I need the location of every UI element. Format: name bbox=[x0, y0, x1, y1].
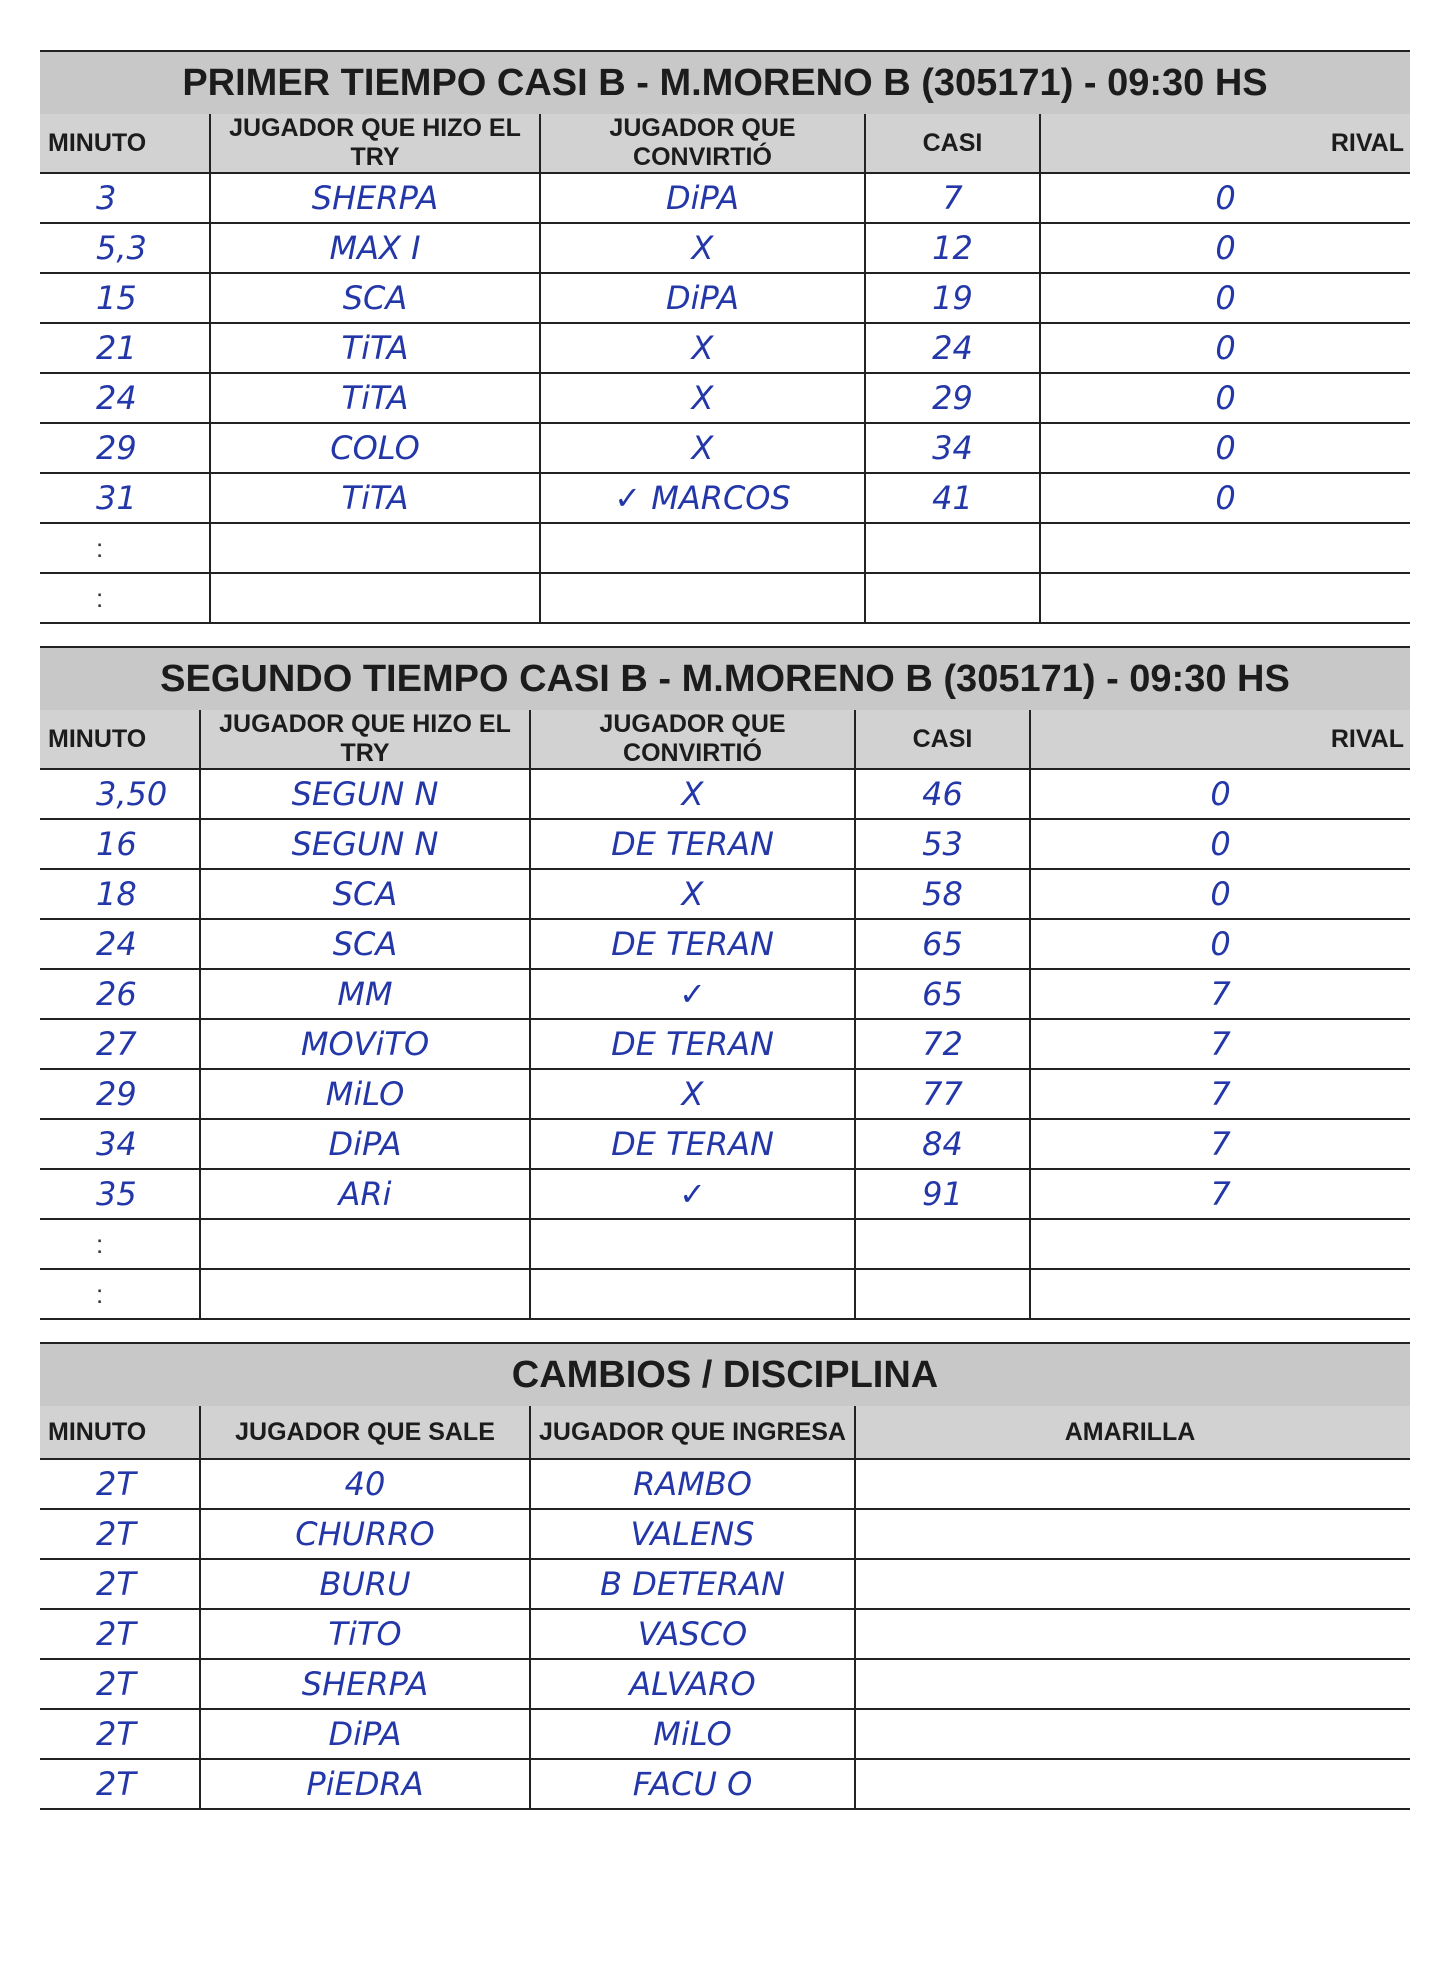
cell-minuto: 2T bbox=[40, 1609, 200, 1659]
cell-minuto: 2T bbox=[40, 1459, 200, 1509]
table-row bbox=[40, 819, 1410, 869]
cell-minuto: 3,50 bbox=[40, 769, 200, 819]
cell-try-scorer bbox=[200, 1269, 530, 1319]
cell-try-scorer: MM bbox=[200, 969, 530, 1019]
table-row bbox=[40, 1609, 1410, 1659]
cell-rival-score: 7 bbox=[1030, 969, 1410, 1019]
cell-try-scorer: TiTA bbox=[210, 373, 540, 423]
cell-converter: DE TERAN bbox=[530, 819, 855, 869]
cell-minuto: 3 bbox=[40, 173, 210, 223]
table-row bbox=[40, 273, 1410, 323]
cell-player-out: SHERPA bbox=[200, 1659, 530, 1709]
header-casi: CASI bbox=[865, 114, 1040, 173]
cell-rival-score: 0 bbox=[1040, 223, 1410, 273]
cell-rival-score bbox=[1040, 573, 1410, 623]
cell-rival-score: 7 bbox=[1030, 1069, 1410, 1119]
cell-casi-score: 84 bbox=[855, 1119, 1030, 1169]
cell-casi-score: 91 bbox=[855, 1169, 1030, 1219]
cell-yellow-card bbox=[855, 1459, 1410, 1509]
cell-minuto: : bbox=[40, 523, 210, 573]
cell-try-scorer: SCA bbox=[200, 919, 530, 969]
cell-yellow-card bbox=[855, 1609, 1410, 1659]
cell-try-scorer: ARi bbox=[200, 1169, 530, 1219]
cell-minuto: 35 bbox=[40, 1169, 200, 1219]
cell-player-out: DiPA bbox=[200, 1709, 530, 1759]
cell-player-out: CHURRO bbox=[200, 1509, 530, 1559]
cell-yellow-card bbox=[855, 1659, 1410, 1709]
table-row bbox=[40, 1219, 1410, 1269]
table-row bbox=[40, 1269, 1410, 1319]
cell-converter: DiPA bbox=[540, 273, 865, 323]
cell-rival-score: 0 bbox=[1030, 769, 1410, 819]
header-minuto: MINUTO bbox=[40, 710, 200, 769]
cell-converter: X bbox=[540, 423, 865, 473]
cell-minuto: 24 bbox=[40, 373, 210, 423]
table-row bbox=[40, 373, 1410, 423]
cell-try-scorer bbox=[210, 523, 540, 573]
first-half-title: PRIMER TIEMPO CASI B - M.MORENO B (305171) - 09:30 HS bbox=[40, 50, 1410, 114]
cell-try-scorer: SCA bbox=[200, 869, 530, 919]
second-half-rows bbox=[40, 769, 1410, 1319]
cell-converter: ✓ MARCOS bbox=[540, 473, 865, 523]
cell-try-scorer: SHERPA bbox=[210, 173, 540, 223]
cell-casi-score: 65 bbox=[855, 919, 1030, 969]
cell-minuto: 2T bbox=[40, 1559, 200, 1609]
cell-rival-score: 0 bbox=[1040, 273, 1410, 323]
cell-minuto: 34 bbox=[40, 1119, 200, 1169]
cell-minuto: 16 bbox=[40, 819, 200, 869]
cell-try-scorer: TiTA bbox=[210, 323, 540, 373]
cell-rival-score: 7 bbox=[1030, 1119, 1410, 1169]
header-conversion: JUGADOR QUE CONVIRTIÓ bbox=[540, 114, 865, 173]
table-row bbox=[40, 573, 1410, 623]
cell-converter: X bbox=[540, 323, 865, 373]
table-row bbox=[40, 423, 1410, 473]
header-try: JUGADOR QUE HIZO EL TRY bbox=[210, 114, 540, 173]
cell-try-scorer: MOViTO bbox=[200, 1019, 530, 1069]
header-try: JUGADOR QUE HIZO EL TRY bbox=[200, 710, 530, 769]
cell-minuto: 27 bbox=[40, 1019, 200, 1069]
cell-converter: ✓ bbox=[530, 1169, 855, 1219]
cell-minuto: : bbox=[40, 1269, 200, 1319]
cell-casi-score: 41 bbox=[865, 473, 1040, 523]
cell-casi-score: 77 bbox=[855, 1069, 1030, 1119]
table-row bbox=[40, 1709, 1410, 1759]
cell-rival-score: 0 bbox=[1030, 869, 1410, 919]
cell-player-in: ALVARO bbox=[530, 1659, 855, 1709]
cell-try-scorer: TiTA bbox=[210, 473, 540, 523]
cell-rival-score bbox=[1040, 523, 1410, 573]
table-row bbox=[40, 769, 1410, 819]
cell-minuto: 24 bbox=[40, 919, 200, 969]
table-row bbox=[40, 173, 1410, 223]
cell-minuto: : bbox=[40, 1219, 200, 1269]
cell-converter: X bbox=[530, 869, 855, 919]
cell-rival-score: 0 bbox=[1040, 173, 1410, 223]
header-casi: CASI bbox=[855, 710, 1030, 769]
cell-player-in: VASCO bbox=[530, 1609, 855, 1659]
cell-player-in: B DETERAN bbox=[530, 1559, 855, 1609]
cell-converter: DE TERAN bbox=[530, 1019, 855, 1069]
changes-rows bbox=[40, 1459, 1410, 1809]
cell-rival-score bbox=[1030, 1219, 1410, 1269]
cell-converter bbox=[530, 1219, 855, 1269]
cell-try-scorer: DiPA bbox=[200, 1119, 530, 1169]
table-row bbox=[40, 1659, 1410, 1709]
cell-rival-score: 0 bbox=[1040, 423, 1410, 473]
cell-yellow-card bbox=[855, 1759, 1410, 1809]
cell-minuto: 29 bbox=[40, 423, 210, 473]
cell-player-in: MiLO bbox=[530, 1709, 855, 1759]
cell-converter: X bbox=[530, 769, 855, 819]
cell-minuto: 26 bbox=[40, 969, 200, 1019]
table-row bbox=[40, 869, 1410, 919]
table-row bbox=[40, 1119, 1410, 1169]
cell-yellow-card bbox=[855, 1709, 1410, 1759]
cell-try-scorer bbox=[200, 1219, 530, 1269]
header-minuto: MINUTO bbox=[40, 1406, 200, 1459]
cell-casi-score: 29 bbox=[865, 373, 1040, 423]
cell-minuto: 5,3 bbox=[40, 223, 210, 273]
cell-converter: DE TERAN bbox=[530, 1119, 855, 1169]
cell-casi-score: 34 bbox=[865, 423, 1040, 473]
cell-minuto: 2T bbox=[40, 1759, 200, 1809]
table-row bbox=[40, 323, 1410, 373]
table-row bbox=[40, 1759, 1410, 1809]
cell-minuto: 31 bbox=[40, 473, 210, 523]
cell-casi-score: 7 bbox=[865, 173, 1040, 223]
cell-casi-score bbox=[855, 1219, 1030, 1269]
cell-try-scorer: COLO bbox=[210, 423, 540, 473]
cell-casi-score bbox=[855, 1269, 1030, 1319]
table-row bbox=[40, 1169, 1410, 1219]
cell-try-scorer bbox=[210, 573, 540, 623]
table-row bbox=[40, 1069, 1410, 1119]
cell-casi-score bbox=[865, 523, 1040, 573]
cell-casi-score: 65 bbox=[855, 969, 1030, 1019]
cell-converter: X bbox=[540, 373, 865, 423]
cell-converter bbox=[540, 523, 865, 573]
header-ingresa: JUGADOR QUE INGRESA bbox=[530, 1406, 855, 1459]
cell-casi-score: 72 bbox=[855, 1019, 1030, 1069]
table-row bbox=[40, 523, 1410, 573]
cell-casi-score: 46 bbox=[855, 769, 1030, 819]
cell-rival-score: 0 bbox=[1040, 473, 1410, 523]
cell-try-scorer: SCA bbox=[210, 273, 540, 323]
cell-converter: DiPA bbox=[540, 173, 865, 223]
cell-converter bbox=[540, 573, 865, 623]
changes-title: CAMBIOS / DISCIPLINA bbox=[40, 1342, 1410, 1406]
cell-try-scorer: SEGUN N bbox=[200, 819, 530, 869]
cell-casi-score: 58 bbox=[855, 869, 1030, 919]
cell-minuto: 29 bbox=[40, 1069, 200, 1119]
cell-rival-score: 0 bbox=[1030, 819, 1410, 869]
cell-player-in: VALENS bbox=[530, 1509, 855, 1559]
cell-rival-score: 0 bbox=[1040, 323, 1410, 373]
second-half-table bbox=[40, 710, 1410, 1320]
cell-try-scorer: MiLO bbox=[200, 1069, 530, 1119]
cell-minuto: 18 bbox=[40, 869, 200, 919]
cell-rival-score bbox=[1030, 1269, 1410, 1319]
table-row bbox=[40, 1019, 1410, 1069]
table-row bbox=[40, 473, 1410, 523]
cell-player-in: RAMBO bbox=[530, 1459, 855, 1509]
table-row bbox=[40, 1559, 1410, 1609]
header-rival: RIVAL bbox=[1030, 710, 1410, 769]
cell-minuto: : bbox=[40, 573, 210, 623]
cell-rival-score: 7 bbox=[1030, 1169, 1410, 1219]
cell-try-scorer: SEGUN N bbox=[200, 769, 530, 819]
cell-yellow-card bbox=[855, 1509, 1410, 1559]
changes-table bbox=[40, 1406, 1410, 1810]
table-row bbox=[40, 969, 1410, 1019]
cell-player-out: PiEDRA bbox=[200, 1759, 530, 1809]
cell-converter: ✓ bbox=[530, 969, 855, 1019]
table-row bbox=[40, 1459, 1410, 1509]
cell-minuto: 2T bbox=[40, 1509, 200, 1559]
cell-converter: X bbox=[540, 223, 865, 273]
cell-converter: DE TERAN bbox=[530, 919, 855, 969]
cell-try-scorer: MAX I bbox=[210, 223, 540, 273]
cell-casi-score: 12 bbox=[865, 223, 1040, 273]
header-rival: RIVAL bbox=[1040, 114, 1410, 173]
cell-rival-score: 0 bbox=[1040, 373, 1410, 423]
cell-player-out: 40 bbox=[200, 1459, 530, 1509]
cell-player-in: FACU O bbox=[530, 1759, 855, 1809]
cell-rival-score: 7 bbox=[1030, 1019, 1410, 1069]
table-row bbox=[40, 223, 1410, 273]
cell-casi-score: 19 bbox=[865, 273, 1040, 323]
cell-rival-score: 0 bbox=[1030, 919, 1410, 969]
cell-player-out: TiTO bbox=[200, 1609, 530, 1659]
cell-minuto: 15 bbox=[40, 273, 210, 323]
cell-minuto: 2T bbox=[40, 1709, 200, 1759]
cell-minuto: 21 bbox=[40, 323, 210, 373]
match-sheet bbox=[40, 50, 1410, 1810]
cell-converter: X bbox=[530, 1069, 855, 1119]
cell-casi-score: 53 bbox=[855, 819, 1030, 869]
cell-casi-score: 24 bbox=[865, 323, 1040, 373]
first-half-table bbox=[40, 114, 1410, 624]
cell-minuto: 2T bbox=[40, 1659, 200, 1709]
cell-converter bbox=[530, 1269, 855, 1319]
header-conversion: JUGADOR QUE CONVIRTIÓ bbox=[530, 710, 855, 769]
header-sale: JUGADOR QUE SALE bbox=[200, 1406, 530, 1459]
table-row bbox=[40, 1509, 1410, 1559]
second-half-title: SEGUNDO TIEMPO CASI B - M.MORENO B (305171) - 09:30 HS bbox=[40, 646, 1410, 710]
cell-casi-score bbox=[865, 573, 1040, 623]
first-half-rows bbox=[40, 173, 1410, 623]
header-minuto: MINUTO bbox=[40, 114, 210, 173]
cell-yellow-card bbox=[855, 1559, 1410, 1609]
table-row bbox=[40, 919, 1410, 969]
cell-player-out: BURU bbox=[200, 1559, 530, 1609]
header-amarilla: AMARILLA bbox=[855, 1406, 1410, 1459]
